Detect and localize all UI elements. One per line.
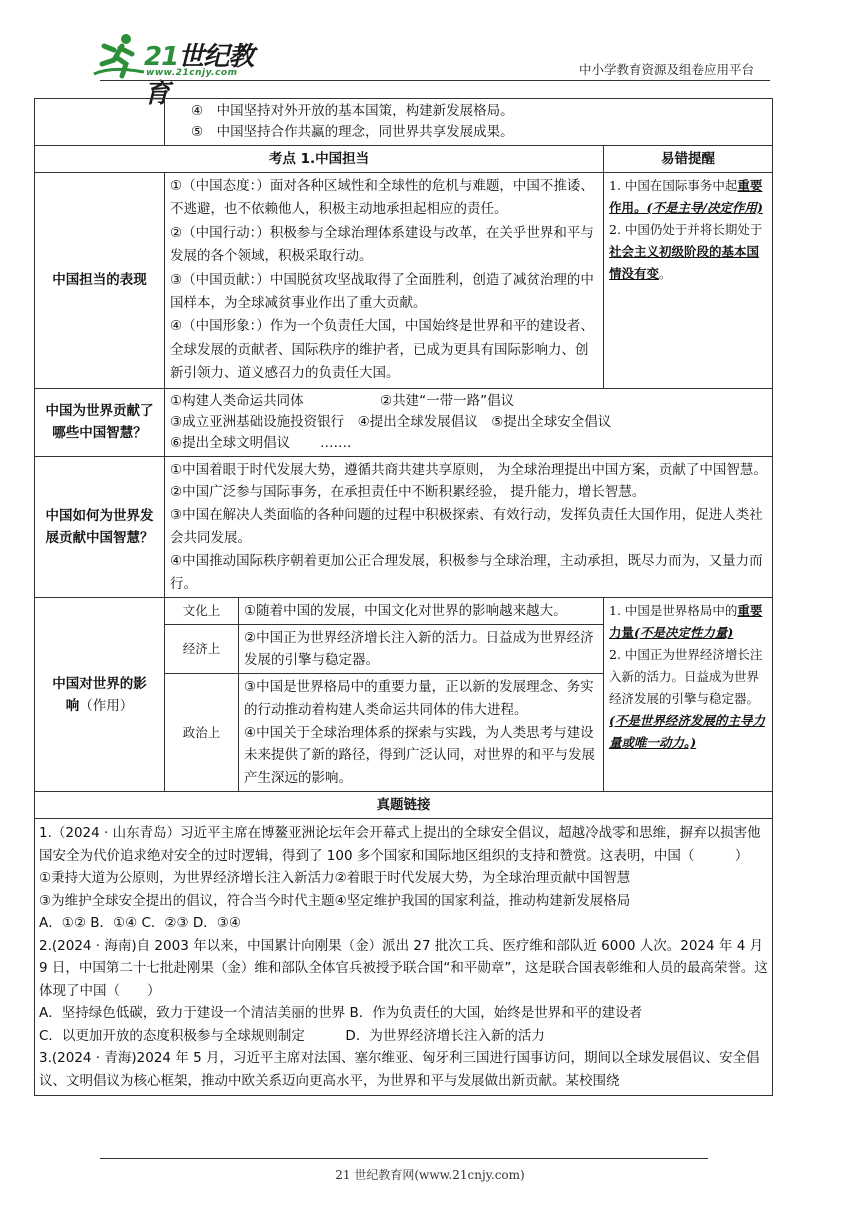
question-2-options-ab: A．坚持绿色低碳，致力于建设一个清洁美丽的世界 B．作为负责任的大国，始终是世界和平的建设者 [39, 1005, 643, 1022]
site-logo [92, 30, 262, 109]
row-wisdom: 中国为世界贡献了哪些中国智慧？ ①构建人类命运共同体 ②共建“一带一路”倡议 ③成立亚洲基础设施投资银行 ④提出全球发展倡议 ⑤提出全球安全倡议 ⑥提出全球文明倡议 ……. [35, 388, 773, 456]
page-footer: 21 世纪教育网(www.21cnjy.com) [335, 1168, 525, 1182]
section-title: 考点 1.中国担当 [35, 146, 604, 173]
real-questions-row [35, 819, 773, 1096]
runner-logo-icon [92, 30, 150, 82]
row-label-performance: 中国担当的表现 [35, 173, 165, 389]
wisdom-items-3-5: ③成立亚洲基础设施投资银行 ④提出全球发展倡议 ⑤提出全球安全倡议 [170, 413, 612, 430]
question-1-options-a: ①秉持大道为公原则，为世界经济增长注入新活力②着眼于时代发展大势，为全球治理贡献中国智慧 [39, 870, 631, 887]
sublabel-economy: 经济上 [165, 625, 239, 674]
how-item-1: ①中国着眼于时代发展大势，遵循共商共建共享原则， 为全球治理提出中国方案，贡献了中国智慧。 [170, 461, 767, 478]
row-performance [35, 173, 773, 389]
wisdom-item-2: ②共建“一带一路”倡议 [380, 392, 515, 409]
row-how [35, 456, 773, 598]
section-header-row [35, 146, 773, 173]
sublabel-culture: 文化上 [165, 598, 239, 625]
influence-politics-2: ④中国关于全球治理体系的探索与实践，为人类思考与建设未来提供了新的路径，得到广泛认同，对世界的和平与发展产生深远的影响。 [244, 724, 595, 786]
top-item-4: ④ 中国坚持对外开放的基本国策，构建新发展格局。 [191, 103, 514, 119]
question-3-stem: 3.(2024 · 青海)2024 年 5 月，习近平主席对法国、塞尔维亚、匈牙利三国进行国事访问，期间以全球发展倡议、安全倡议、文明倡议为核心框架，推动中欧关系迈向更高水平，为世界和平与发展做出新贡献。某校围绕 [39, 1050, 760, 1089]
top-row [35, 99, 773, 146]
tips-title: 易错提醒 [604, 146, 773, 173]
real-questions-title: 真题链接 [35, 792, 773, 819]
question-1-options-b: ③为维护全球安全提出的倡议，符合当今时代主题④坚定维护我国的国家利益，推动构建新发展格局 [39, 892, 631, 909]
row-label-influence: 中国对世界的影 响（作用） [35, 598, 165, 792]
wisdom-item-1: ①构建人类命运共同体 [170, 392, 304, 409]
performance-item-3: ③（中国贡献：）中国脱贫攻坚战取得了全面胜利，创造了减贫治理的中国样本，为全球减贫事业作出了重大贡献。 [170, 271, 594, 312]
influence-politics-1: ③中国是世界格局中的重要力量，正以新的发展理念、务实的行动推动着构建人类命运共同体的伟大进程。 [244, 679, 594, 719]
real-questions-header-row [35, 792, 773, 819]
header-platform-text: 中小学教育资源及组卷应用平台 [578, 62, 754, 77]
question-1-answers: A．①② B．①④ C．②③ D．③④ [39, 915, 242, 932]
how-item-4: ④中国推动国际秩序朝着更加公正合理发展，积极参与全球治理，主动承担，既尽力而为，又量力而行。 [170, 552, 763, 592]
influence-economy: ②中国正为世界经济增长注入新的活力。日益成为世界经济发展的引擎与稳定器。 [239, 625, 604, 674]
tip-performance: 1. 中国在国际事务中起重要作用。(不是主导/决定作用) 2. 中国仍处于并将长期处于社会主义初级阶段的基本国情没有变。 [604, 173, 773, 389]
page-header [0, 0, 860, 109]
header-divider [100, 80, 770, 81]
wisdom-item-6: ⑥提出全球文明倡议 [170, 434, 291, 451]
footer-divider [100, 1158, 708, 1159]
performance-item-2: ②（中国行动：）积极参与全球治理体系建设与改革，在关乎世界和平与发展的各个领域，积极采取行动。 [170, 224, 594, 265]
row-label-wisdom: 中国为世界贡献了哪些中国智慧？ [35, 388, 165, 456]
question-2-stem: 2.(2024 · 海南)自 2003 年以来，中国累计向刚果（金）派出 27 批次工兵、医疗维和部队近 6000 人次。2024 年 4 月 9 日，中国第二十七批赴刚果（金）维和部队全体官兵被授予联合国“和平勋章”，这是联合国表彰维和人员的最高荣誉。这体现了中国（ ） [39, 937, 768, 999]
row-label-how: 中国如何为世界发展贡献中国智慧？ [35, 456, 165, 598]
row-influence-culture [35, 598, 773, 625]
logo-url: www.21cnjy.com [146, 68, 238, 78]
performance-item-4: ④（中国形象：）作为一个负责任大国，中国始终是世界和平的建设者、全球发展的贡献者、国际秩序的维护者，已成为更具有国际影响力、创新引领力、道义感召力的负责任大国。 [170, 318, 594, 382]
how-item-2: ②中国广泛参与国际事务，在承担责任中不断积累经验， 提升能力，增长智慧。 [170, 484, 646, 501]
knowledge-table [34, 98, 773, 1096]
sublabel-politics: 政治上 [165, 674, 239, 792]
question-2-options-cd: C．以更加开放的态度积极参与全球规则制定 D．为世界经济增长注入新的活力 [39, 1027, 545, 1044]
performance-item-1: ①（中国态度：）面对各种区域性和全球性的危机与难题，中国不推诿、不逃避，也不依赖他人，积极主动地承担起相应的责任。 [170, 178, 594, 218]
top-item-5: ⑤ 中国坚持合作共赢的理念，同世界共享发展成果。 [191, 124, 514, 140]
influence-culture: ①随着中国的发展，中国文化对世界的影响越来越大。 [239, 598, 604, 625]
tip-influence: 1. 中国是世界格局中的重要力量(不是决定性力量) 2. 中国正为世界经济增长注入新的活力。日益成为世界经济发展的引擎与稳定器。(不是世界经济发展的主导力量或唯一动力。) [604, 598, 773, 792]
logo-title: 21世纪教育 [144, 42, 254, 109]
how-item-3: ③中国在解决人类面临的各种问题的过程中积极探索、有效行动，发挥负责任大国作用，促进人类社会共同发展。 [170, 507, 763, 547]
question-1-stem: 1.（2024 · 山东青岛）习近平主席在博鳌亚洲论坛年会开幕式上提出的全球安全倡议，超越冷战零和思维，摒弃以损害他国安全为代价追求绝对安全的过时逻辑，得到了 100 多个国家和国际地区组织的支持和赞赏。这表明，中国（ ） [39, 825, 761, 864]
